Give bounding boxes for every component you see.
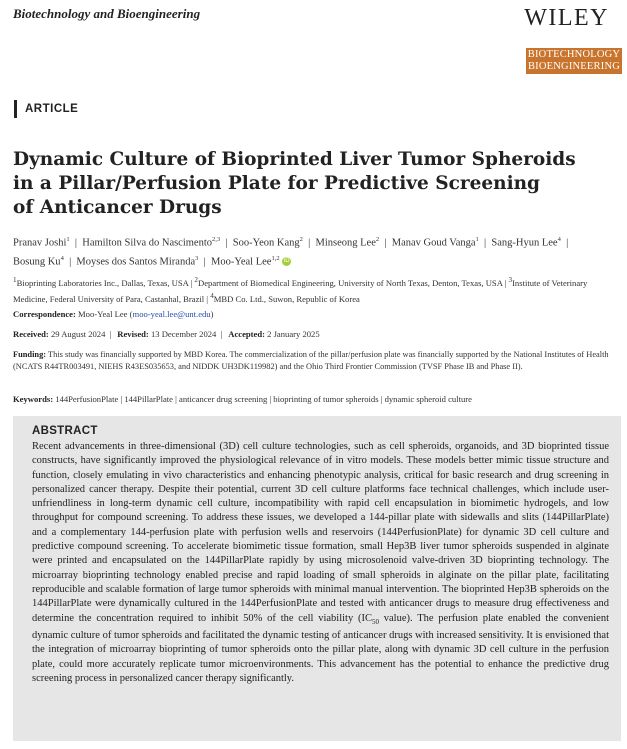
journal-logo-line2: BIOENGINEERING — [527, 61, 621, 72]
author-name[interactable]: Soo-Yeon Kang — [232, 237, 300, 249]
affiliations: $^1$Bioprinting Laboratories Inc., Dallas, Texas, USA | $^2$Department of Biomedical Engineering, University of North Texas, Denton, Texas, USA | $^3$Institute of Veterinary Medicine, Federal University of Para, Castanhal, Brazil | $^4$MBD Co. Ltd., Suwon, Republic of Korea — [13, 276, 588, 304]
author-name[interactable]: Pranav Joshi — [13, 237, 67, 249]
keywords-text: 144PerfusionPlate | 144PillarPlate | anticancer drug screening | bioprinting of tumor spheroids | dynamic spheroid culture — [55, 394, 472, 404]
received-date: 29 August 2024 — [50, 329, 106, 339]
journal-name: Biotechnology and Bioengineering — [13, 6, 201, 21]
article-title-line: in a Pillar/Perfusion Plate for Predictive Screening — [13, 173, 540, 194]
affiliation-text: Department of Biomedical Engineering, University of North Texas, Denton, Texas, USA — [198, 277, 503, 288]
author-name[interactable]: Manav Goud Vanga — [391, 237, 476, 249]
author-name[interactable]: Moyses dos Santos Miranda — [76, 256, 196, 267]
keywords — [13, 394, 621, 404]
received-label: Received: — [13, 329, 49, 339]
author-name[interactable]: Bosung Ku — [13, 256, 61, 267]
correspondence-email-link[interactable]: moo-yeal.lee@unt.edu — [132, 309, 211, 319]
author-name[interactable]: Moo-Yeal Lee — [211, 256, 272, 267]
affiliation-text: MBD Co. Ltd., Suwon, Republic of Korea — [213, 293, 360, 304]
article-title-line: Dynamic Culture of Bioprinted Liver Tumor Spheroids — [13, 149, 576, 170]
affiliation-text: Institute of Veterinary Medicine, Federal University of Para, Castanhal, Brazil — [13, 277, 588, 304]
publisher-logo[interactable]: WILEY — [524, 5, 609, 31]
journal-logo-line1: BIOTECHNOLOGY — [527, 49, 621, 60]
funding-label: Funding: — [13, 350, 47, 359]
funding-text: This study was financially supported by MBD Korea. The commercialization of the pillar/perfusion plate was financially supported by the National Institutes of Health (NCATS R44TR003491, NIEHS R43ES035653, and NIDDK UH3DK119982) and the Ohio Third Frontier Commission (TVSF Phase IB and Phase II). — [13, 350, 609, 371]
funding-statement — [13, 349, 621, 373]
author-name[interactable]: Minseong Lee — [315, 237, 376, 249]
journal-logo[interactable] — [526, 48, 622, 74]
revised-date: 13 December 2024 — [150, 329, 217, 339]
correspondence: Correspondence: Moo-Yeal Lee (moo-yeal.lee@unt.edu) — [13, 309, 214, 319]
article-title-line: of Anticancer Drugs — [13, 197, 222, 218]
abstract-box — [13, 416, 621, 741]
keywords-label: Keywords: — [13, 394, 54, 404]
author-list: Pranav Joshi$^1$ | Hamilton Silva do Nascimento$^{2,3}$ | Soo-Yeon Kang$^2$ | Minseong Lee$^2$ | Manav Goud Vanga$^1$ | Sang-Hyun Lee$^4$ | Bosung Ku$^4$ | Moyses dos Santos Miranda$^3$ | Moo-Yeal Lee$^{1,2}$ iD — [13, 236, 569, 267]
abstract-heading: ABSTRACT — [32, 425, 98, 437]
article-dates: Received: 29 August 2024 | Revised: 13 December 2024 | Accepted: 2 January 2025 — [13, 329, 320, 339]
correspondence-label: Correspondence: — [13, 309, 76, 319]
author-name[interactable]: Sang-Hyun Lee — [491, 237, 558, 249]
revised-label: Revised: — [117, 329, 149, 339]
article-title — [13, 148, 613, 220]
article-type-label: ARTICLE — [14, 100, 78, 118]
orcid-icon[interactable]: iD — [283, 258, 290, 265]
accepted-date: 2 January 2025 — [267, 329, 320, 339]
correspondence-name: Moo-Yeal Lee — [78, 309, 128, 319]
author-name[interactable]: Hamilton Silva do Nascimento — [82, 237, 213, 249]
accepted-label: Accepted: — [228, 329, 265, 339]
affiliation-text: Bioprinting Laboratories Inc., Dallas, Texas, USA — [16, 277, 189, 288]
abstract-text: Recent advancements in three-dimensional (3D) cell culture technologies, such as cell spheroids, organoids, and 3D bioprinted tissue constructs, have significantly improved the physiological relevance of in vitro models. These models better mimic tissue structure and function, closely emulating in vivo characteristics and enhancing phenotypic analysis, critical for basic research and drug screening in personalized cancer therapy. Despite their potential, current 3D cell culture platforms face technical challenges, which include user-unfriendliness in long-term dynamic cell culture, incompatibility with rapid cell encapsulation in biomimetic hydrogels, and low throughput for compound screening. To address these issues, we developed a 144-pillar plate with sidewalls and slits (144PillarPlate) and a complementary 144-perfusion plate with perfusion wells and reservoirs (144PerfusionPlate) for dynamic 3D cell culture and predictive compound screening. To accelerate biomimetic tissue formation, small Hep3B liver tumor spheroids suspended in alginate were printed and encapsulated on the 144PillarPlate rapidly by using microsolenoid valve-driven 3D bioprinting technology. The microarray bioprinting technology enabled precise and rapid loading of small spheroids in alginate on the pillar plate, facilitating reproducible and scalable formation of large tumor spheroids with minimal manual intervention. The bioprinted Hep3B spheroids on the 144PillarPlate were dynamically cultured in the 144PerfusionPlate and tested with anticancer drugs to measure drug effectiveness and determine the concentration required to inhibit 50% of the cell viability ($IC_{50}$ value). The perfusion plate enabled the convenient dynamic culture of tumor spheroids and facilitated the dynamic testing of anticancer drugs with increased sensitivity. It is envisioned that the integration of microarray bioprinting of tumor spheroids onto the pillar plate, along with dynamic 3D cell culture in the perfusion plate, could more accurately replicate tumor microenvironments. This advancement has the potential to enhance the predictive drug screening process in personalized cancer therapy significantly. — [32, 441, 609, 684]
